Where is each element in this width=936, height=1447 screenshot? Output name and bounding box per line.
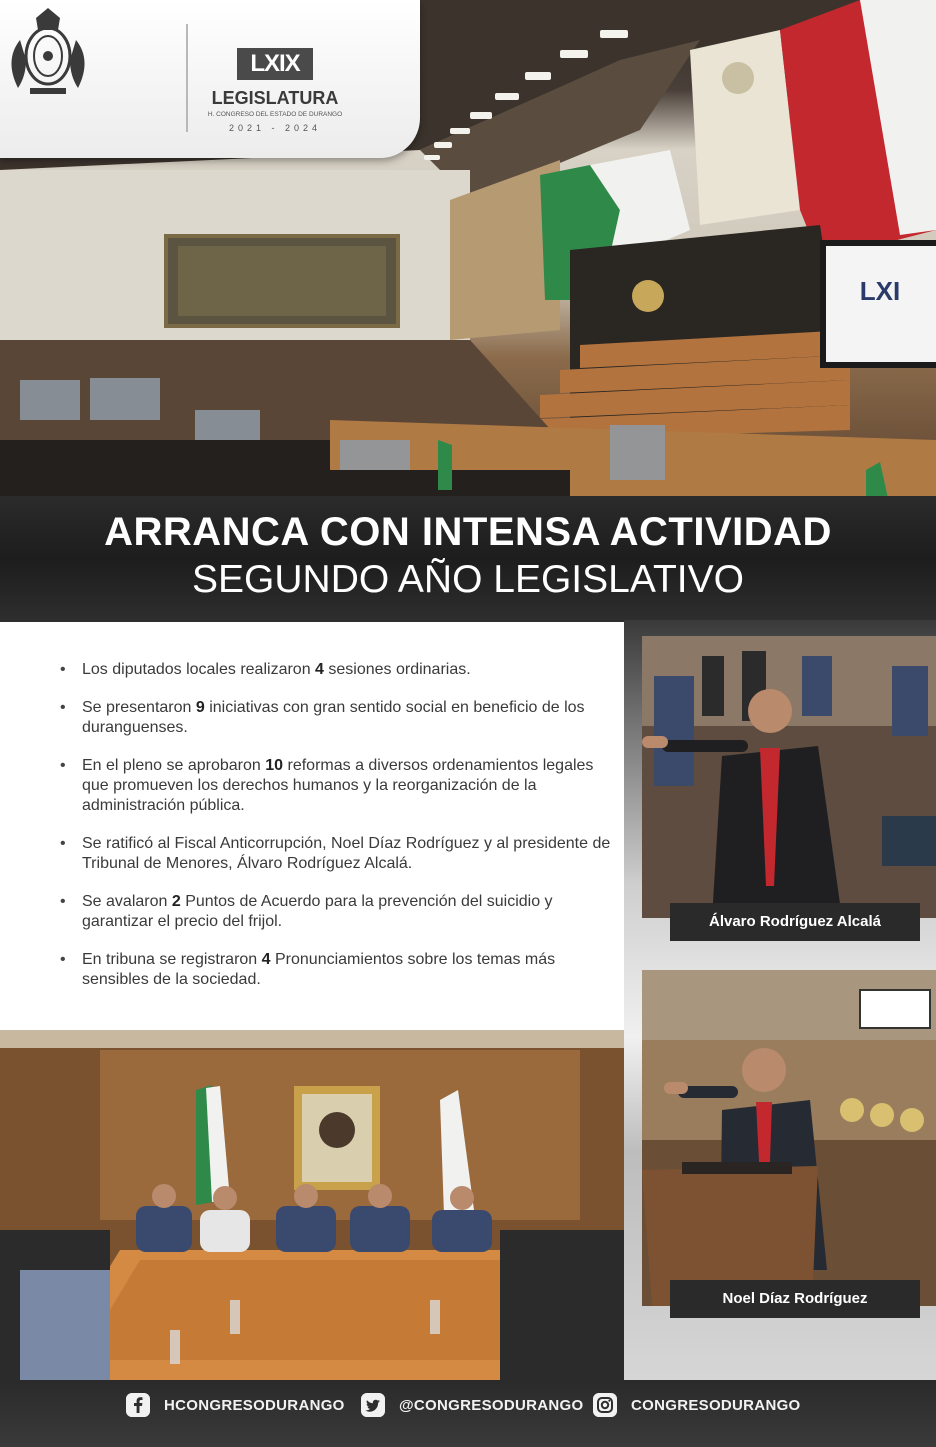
- headline-line-2: SEGUNDO AÑO LEGISLATIVO: [192, 558, 744, 601]
- crest-icon: [0, 0, 96, 100]
- caption-noel: Noel Díaz Rodríguez: [670, 1280, 920, 1318]
- screen-label: LXI: [859, 276, 901, 306]
- photo-meeting-room: [0, 1030, 624, 1380]
- caption-alvaro: Álvaro Rodríguez Alcalá: [670, 903, 920, 941]
- instagram-handle: CONGRESODURANGO: [631, 1396, 801, 1414]
- bullet-item: • Se avalaron 2 Puntos de Acuerdo para la prevención del suicidio y garantizar el precio del frijol.: [60, 892, 620, 932]
- bullet-item: • Se ratificó al Fiscal Anticorrupción, Noel Díaz Rodríguez y al presidente de Tribunal de Menores, Álvaro Rodríguez Alcalá.: [60, 834, 620, 874]
- legislature-years: 2021 - 2024: [228, 123, 322, 133]
- instagram-icon: [593, 1393, 617, 1417]
- twitter-icon: [361, 1393, 385, 1417]
- twitter-handle: @CONGRESODURANGO: [399, 1396, 584, 1414]
- meeting-illustration: [0, 1030, 624, 1380]
- instagram-link[interactable]: [593, 1392, 801, 1418]
- bullet-item: • Se presentaron 9 iniciativas con gran sentido social en beneficio de los duranguenses.: [60, 698, 620, 738]
- swearing-in-illustration-1: [642, 636, 936, 918]
- headline-line-1: ARRANCA CON INTENSA ACTIVIDAD: [104, 510, 832, 554]
- facebook-icon: [126, 1393, 150, 1417]
- bullet-item: • En tribuna se registraron 4 Pronunciamientos sobre los temas más sensibles de la sociedad.: [60, 950, 620, 990]
- facebook-handle: HCONGRESODURANGO: [164, 1396, 345, 1414]
- photo-noel-diaz: [642, 970, 936, 1306]
- legislature-number: LXIX: [237, 48, 313, 80]
- logo-divider: [186, 24, 188, 132]
- hero-photo-assembly-hall: [0, 0, 936, 498]
- bullet-item: • Los diputados locales realizaron 4 sesiones ordinarias.: [60, 660, 620, 680]
- twitter-link[interactable]: [361, 1392, 583, 1418]
- legislature-title: LEGISLATURA: [211, 88, 339, 108]
- legislature-logo-card: [0, 0, 420, 158]
- photo-alvaro-rodriguez: [642, 636, 936, 918]
- swearing-in-illustration-2: [642, 970, 936, 1306]
- activity-bullet-list: [60, 660, 620, 1008]
- facebook-link[interactable]: [126, 1392, 345, 1418]
- legislature-subtitle: H. CONGRESO DEL ESTADO DE DURANGO: [207, 111, 343, 118]
- bullet-item: • En el pleno se aprobaron 10 reformas a diversos ordenamientos legales que promueven los derechos humanos y la reorganización de la administración pública.: [60, 756, 620, 816]
